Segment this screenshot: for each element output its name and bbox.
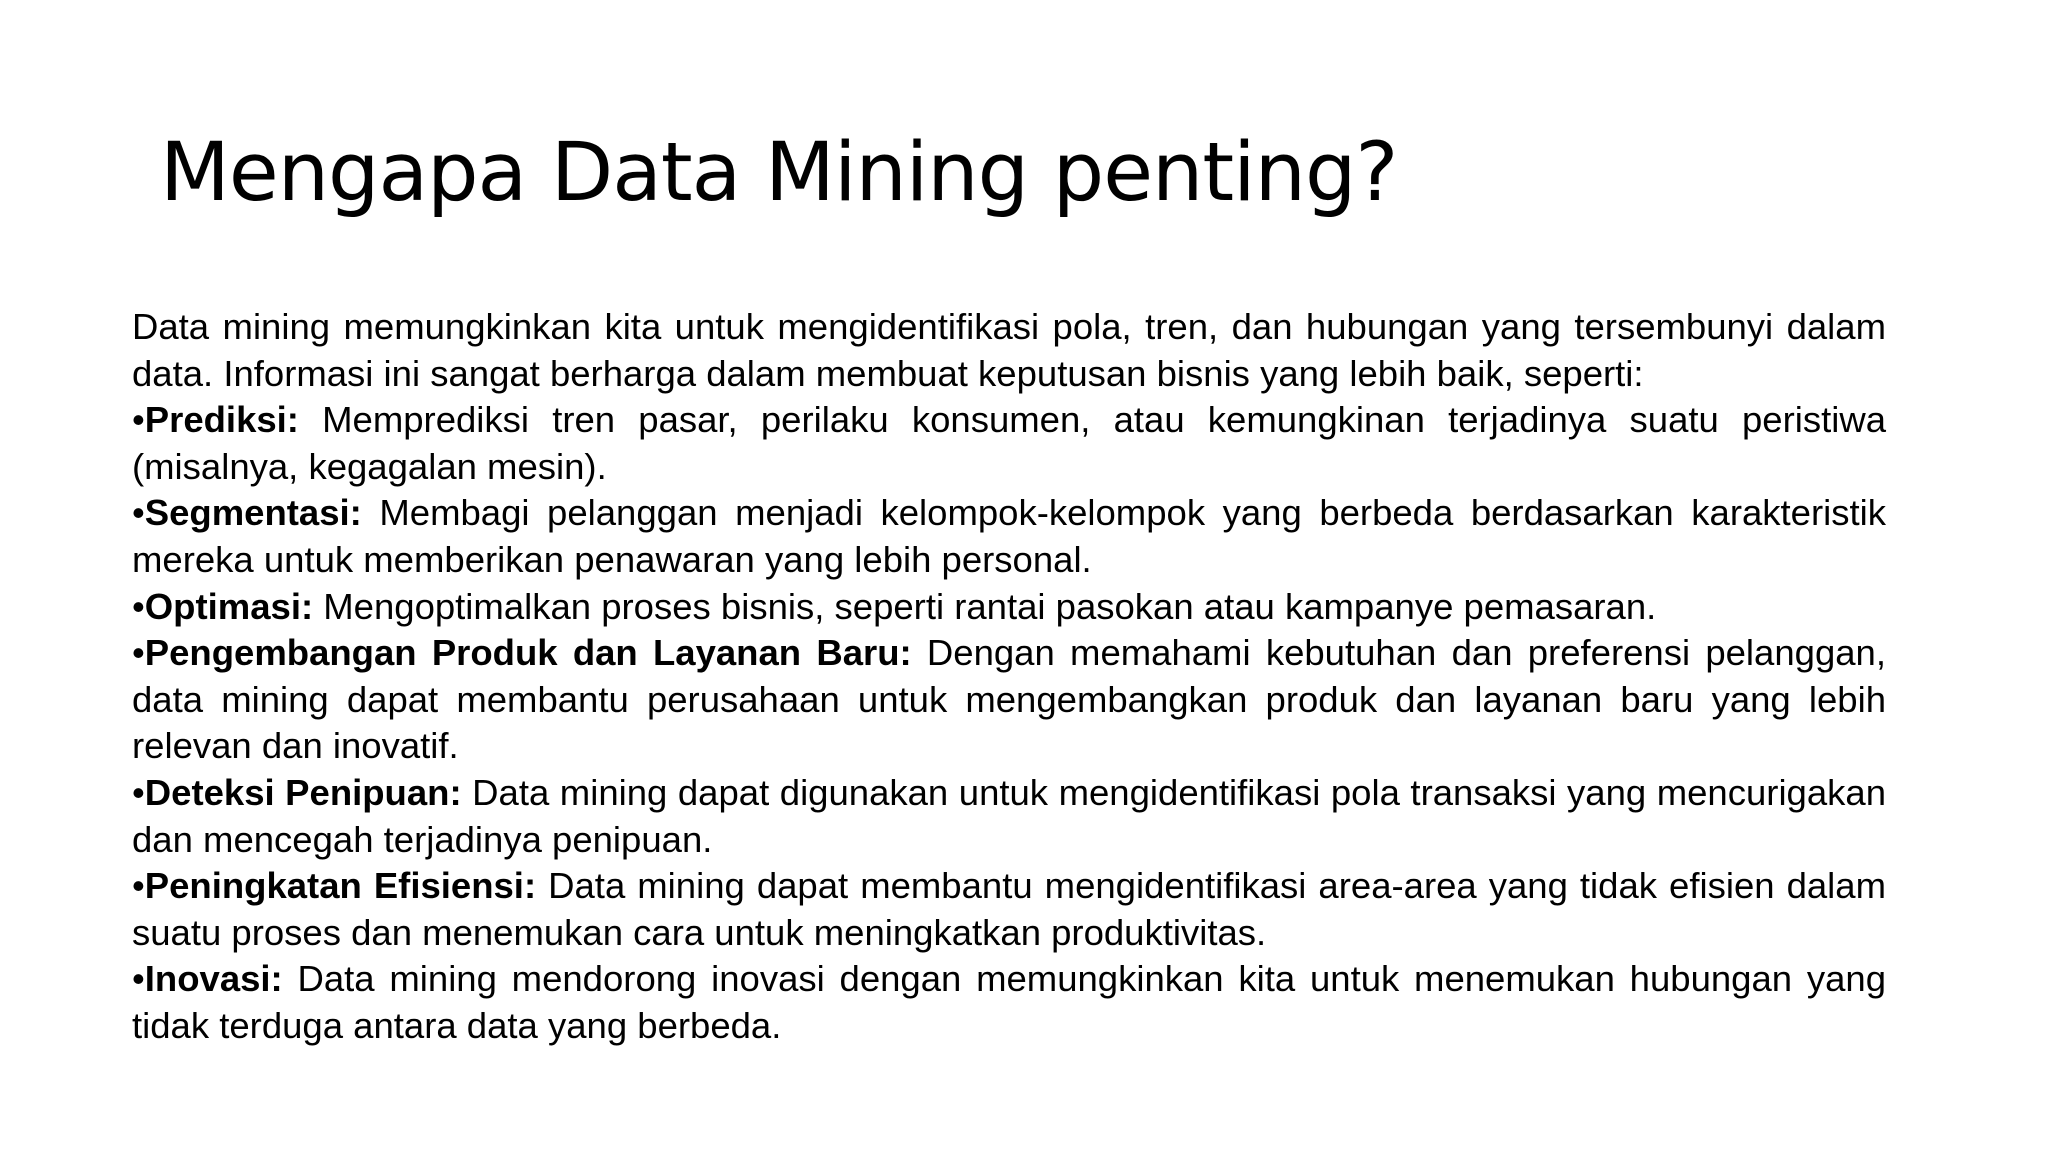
bullet-symbol: • <box>132 585 145 627</box>
bullet-term: Prediksi: <box>144 399 299 441</box>
bullet-symbol: • <box>132 632 145 674</box>
bullet-text: Membagi pelanggan menjadi kelompok-kelompok yang berbeda berdasarkan karakteristik mereka untuk memberikan penawaran yang lebih personal. <box>132 492 1886 580</box>
bullet-term: Peningkatan Efisiensi: <box>144 865 537 907</box>
bullet-text: Mengoptimalkan proses bisnis, seperti rantai pasokan atau kampanye pemasaran. <box>313 585 1657 627</box>
bullet-item-optimasi <box>132 584 1886 631</box>
bullet-item-peningkatan-efisiensi <box>132 863 1886 956</box>
intro-paragraph: Data mining memungkinkan kita untuk mengidentifikasi pola, tren, dan hubungan yang tersembunyi dalam data. Informasi ini sangat berharga dalam membuat keputusan bisnis yang lebih baik, seperti: <box>132 306 1886 394</box>
bullet-item-prediksi <box>132 397 1886 490</box>
bullet-item-deteksi-penipuan <box>132 770 1886 863</box>
bullet-item-pengembangan <box>132 630 1886 770</box>
bullet-text: Memprediksi tren pasar, perilaku konsumen, atau kemungkinan terjadinya suatu peristiwa (misalnya, kegagalan mesin). <box>132 399 1886 487</box>
bullet-item-segmentasi <box>132 490 1886 583</box>
bullet-text: Data mining dapat membantu mengidentifikasi area-area yang tidak efisien dalam suatu proses dan menemukan cara untuk meningkatkan produktivitas. <box>132 865 1886 953</box>
slide-title: Mengapa Data Mining penting? <box>160 126 1398 220</box>
slide-body <box>132 304 1886 1050</box>
bullet-term: Pengembangan Produk dan Layanan Baru: <box>144 632 912 674</box>
bullet-symbol: • <box>132 958 145 1000</box>
bullet-term: Optimasi: <box>144 585 314 627</box>
bullet-text: Data mining mendorong inovasi dengan memungkinkan kita untuk menemukan hubungan yang tidak terduga antara data yang berbeda. <box>132 958 1886 1046</box>
bullet-term: Inovasi: <box>144 958 283 1000</box>
bullet-text: Data mining dapat digunakan untuk mengidentifikasi pola transaksi yang mencurigakan dan mencegah terjadinya penipuan. <box>132 771 1886 860</box>
bullet-symbol: • <box>132 865 145 907</box>
bullet-term: Segmentasi: <box>144 492 362 534</box>
bullet-item-inovasi <box>132 956 1886 1049</box>
bullet-symbol: • <box>132 492 145 534</box>
bullet-symbol: • <box>132 399 145 441</box>
bullet-symbol: • <box>132 771 145 813</box>
bullet-text: Dengan memahami kebutuhan dan preferensi pelanggan, data mining dapat membantu perusahaan untuk mengembangkan produk dan layanan baru yang lebih relevan dan inovatif. <box>132 632 1886 767</box>
bullet-term: Deteksi Penipuan: <box>144 771 462 813</box>
